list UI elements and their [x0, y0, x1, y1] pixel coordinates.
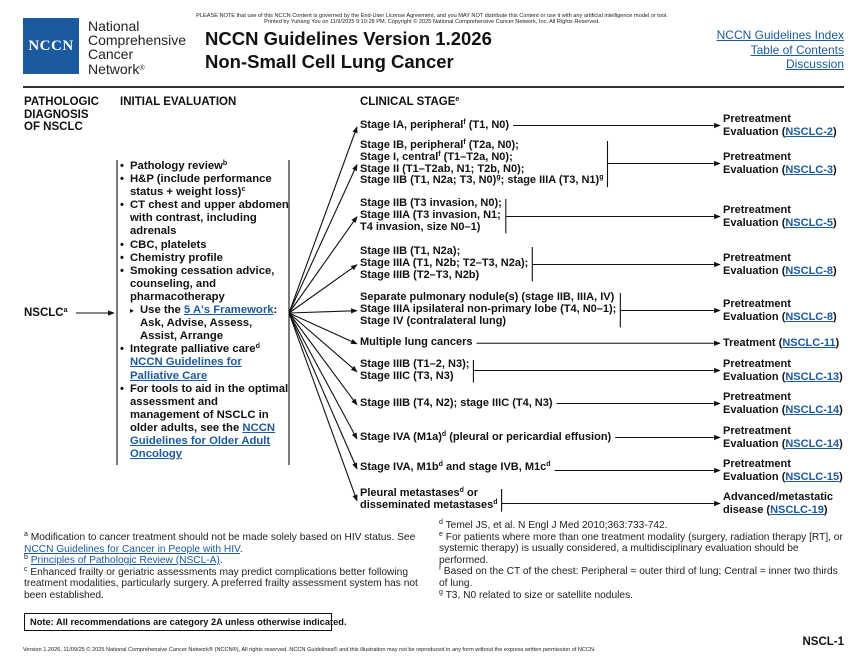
- outcome-link[interactable]: NSCLC-15: [785, 470, 840, 483]
- outcome-line: Pretreatment: [723, 391, 791, 403]
- stage-line: Stage IIIA (T3 invasion, N1;: [360, 208, 501, 221]
- stage-line: Stage IIIB (T1–2, N3);: [360, 358, 470, 370]
- trademark: ®: [139, 64, 145, 72]
- stage-line: Stage IIIA (T1, N2b; T2–T3, N2a);: [360, 256, 529, 269]
- stage-line: Stage IIB (T3 invasion, N0);: [360, 197, 502, 209]
- stage-line: Stage IIIB (T4, N2); stage IIIC (T4, N3): [360, 397, 553, 409]
- footnote-ref: d: [441, 431, 447, 438]
- clinical-stage-label: CLINICAL STAGE: [360, 96, 456, 108]
- guidelines-index-link[interactable]: NCCN Guidelines Index: [716, 28, 844, 42]
- table-of-contents-link[interactable]: Table of Contents: [750, 43, 844, 57]
- stage-line: Multiple lung cancers: [360, 336, 473, 348]
- fan-arrows: [289, 127, 357, 501]
- license-notice-line: PLEASE NOTE that use of this NCCN Content is governed by the End-User License Agreement, and you MAY NOT distribute this Content or use it with any artificial intelligence model or tool.: [196, 13, 668, 19]
- item-text: Integrate palliative care: [130, 343, 256, 356]
- stage-line: Stage IVA $(M1a)^d$ (pleural or pericardial effusion): [360, 431, 612, 443]
- fan-arrow: [289, 165, 357, 313]
- outcome-link[interactable]: NSCLC-13: [785, 370, 840, 383]
- stage-line: Separate pulmonary nodule(s) (stage IIB, IIIA, IV): [360, 291, 615, 303]
- item-text: : Ask, Advise, Assess, Assist, Arrange: [140, 304, 278, 343]
- page-subtitle: Non-Small Cell Lung Cancer: [205, 51, 454, 72]
- outcome-link[interactable]: NSCLC-8: [785, 264, 834, 277]
- outcome-line: Evaluation (NSCLC-8): [723, 310, 837, 323]
- category-note: Note: All recommendations are category 2A unless otherwise indicated.: [24, 613, 332, 631]
- hiv-guidelines-link[interactable]: NCCN Guidelines for Cancer in People with HIV: [24, 543, 240, 555]
- palliative-care-link[interactable]: NCCN Guidelines for Palliative Care: [130, 356, 242, 382]
- stage-outcome-arrows: [473, 126, 720, 512]
- outcome-line: Pretreatment: [723, 151, 791, 163]
- footnote-a: $^a$ Modification to cancer treatment should not be made solely based on HIV status. See NCCN Guidelines for Cancer in People with HIV.: [24, 531, 416, 555]
- footnote-text: Modification to cancer treatment should not be made solely based on HIV status. See: [30, 532, 416, 543]
- pathologic-review-link[interactable]: Principles of Pathologic Review (NSCL-A): [30, 555, 220, 567]
- outcome-link[interactable]: NSCLC-11: [782, 337, 836, 349]
- outcome-link[interactable]: NSCLC-2: [785, 125, 834, 138]
- footnote-ref: f: [463, 139, 466, 146]
- fan-arrow: [289, 217, 357, 313]
- stage-line: Stage IV (contralateral lung): [360, 314, 507, 327]
- footnote-ref: d: [255, 343, 260, 351]
- stage-line: T4 invasion, size N0–1): [360, 220, 481, 233]
- footnote-text: Temel JS, et al. N Engl J Med 2010;363:733-742.: [445, 520, 668, 531]
- fan-arrow: [289, 313, 357, 344]
- footnote-text: Based on the CT of the chest: Peripheral = outer third of lung; Central = inner two thirds of lung.: [439, 566, 838, 589]
- stage-line: Stage IVA, $M1b^d$ and stage IVB, $M1c^d$: [360, 461, 551, 473]
- nsclc-label-text: NSCLC: [24, 307, 64, 319]
- outcome-link[interactable]: NSCLC-5: [785, 216, 834, 229]
- stage-line: Stage IB, peripheral$^f$ (T2a, N0);: [360, 139, 519, 151]
- footnote-b: $^b$ Principles of Pathologic Review (NSCL-A).: [24, 554, 223, 567]
- item-text: Use the: [140, 304, 184, 317]
- outcome-line: Evaluation (NSCLC-13): [723, 370, 843, 383]
- outcome-link[interactable]: NSCLC-14: [785, 437, 840, 450]
- print-notice-line: Printed by Yuhang You on 11/9/2025 9:10:28 PM. Copyright © 2025 National Comprehensive Cancer Network, Inc. All Rights Reserved.: [264, 19, 600, 26]
- list-item: • Smoking cessation advice, counseling, and pharmacotherapy: [120, 265, 290, 304]
- footnote-ref: a: [63, 307, 68, 314]
- footnote-ref: e: [455, 96, 460, 103]
- footnotes-left: [24, 532, 434, 602]
- page-title: NCCN Guidelines Version 1.2026: [205, 28, 492, 49]
- fan-arrow: [289, 313, 357, 501]
- header-line: DIAGNOSIS: [24, 108, 89, 121]
- footnote-ref: g: [599, 174, 604, 182]
- outcome-link[interactable]: NSCLC-14: [785, 403, 840, 416]
- page-id: NSCL-1: [802, 636, 844, 648]
- outcome-line: Evaluation (NSCLC-14): [723, 403, 843, 416]
- initial-evaluation-header: INITIAL EVALUATION: [120, 96, 237, 108]
- footnote-ref: f: [438, 150, 441, 158]
- footnote-ref: d: [459, 487, 464, 494]
- outcome-line: Pretreatment: [723, 113, 791, 125]
- footnote-ref: d: [438, 461, 443, 468]
- logo-line: Network: [88, 60, 140, 77]
- footnote-text: .: [239, 543, 243, 555]
- footnote-ref: d: [546, 461, 551, 468]
- stage-line: Stage IIIC (T3, N3): [360, 369, 454, 382]
- stage-line: disseminated metastases$^d$: [360, 498, 498, 511]
- outcome-line: Evaluation (NSCLC-5): [723, 216, 837, 229]
- header-line: PATHOLOGIC: [24, 96, 99, 108]
- older-adult-oncology-link[interactable]: NCCN Guidelines for Older Adult Oncology: [130, 421, 276, 461]
- logo-line: Comprehensive: [88, 32, 187, 49]
- footnote-ref: g: [496, 174, 501, 182]
- stage-line: Stage II (T1–T2ab, N1; T2b, N0);: [360, 162, 525, 175]
- footnote-g: $^g$ T3, N0 related to size or satellite nodules.: [439, 588, 633, 601]
- outcome-line: Pretreatment: [723, 425, 791, 437]
- footnotes-right: [439, 520, 844, 601]
- item-text: Pathology review: [130, 160, 223, 172]
- footnote-ref: d: [493, 498, 498, 506]
- footnote-d: $^d$ Temel JS, et al. N Engl J Med 2010;363:733-742.: [439, 519, 668, 531]
- logo-mark: NCCN: [28, 37, 74, 54]
- outcome-line: Pretreatment: [723, 298, 791, 310]
- outcome-line: Pretreatment: [723, 358, 791, 370]
- list-item: • CT chest and upper abdomen with contrast, including adrenals: [120, 199, 290, 238]
- footnote-ref: f: [463, 119, 466, 126]
- outcome-line: Evaluation (NSCLC-15): [723, 470, 843, 483]
- fan-arrow: [289, 127, 357, 313]
- stage-line: Stage IIB (T1, N2a; T3, N0)$^g$; stage IIIA (T3, N1)$^g$: [360, 174, 604, 187]
- footnote-ref: c: [241, 186, 246, 194]
- footnote-e: $^e$ For patients where more than one treatment modality (surgery, radiation therapy [RT], or systemic therapy) is usually considered, a multidisciplinary evaluation should be performed.: [439, 530, 843, 566]
- stage-line: Stage IIIA ipsilateral non-primary lobe (T4, N0–1);: [360, 302, 617, 315]
- stage-line: Stage IIIB (T2–T3, N2b): [360, 268, 480, 281]
- footnote-text: For patients where more than one treatment modality (surgery, radiation therapy [RT], or systemic therapy) is usually considered, a multidisciplinary evaluation should be performed.: [439, 531, 843, 566]
- discussion-link[interactable]: Discussion: [785, 57, 844, 71]
- footnote-text: Enhanced frailty or geriatric assessments may predict complications better following treatment modalities, particularly surgery. A preferred frailty assessment system has not been established.: [24, 566, 418, 601]
- list-item: • CBC, platelets: [120, 239, 290, 252]
- outcome-line: Pretreatment: [723, 252, 791, 264]
- footnote-ref: b: [222, 160, 228, 167]
- list-item: • Chemistry profile: [120, 252, 290, 265]
- fan-arrow: [289, 265, 357, 313]
- footnote-text: T3, N0 related to size or satellite nodules.: [445, 589, 633, 601]
- item-text: H&P (include performance status + weight loss): [130, 173, 272, 199]
- outcome-line: Evaluation (NSCLC-3): [723, 163, 837, 176]
- footnote-text: .: [219, 555, 223, 567]
- five-as-framework-link[interactable]: 5 A's Framework: [183, 304, 274, 317]
- outcome-line: Treatment (NSCLC-11): [723, 337, 840, 349]
- outcome-line: Pretreatment: [723, 458, 791, 470]
- outcome-line: Evaluation (NSCLC-2): [723, 125, 837, 138]
- logo-line: Cancer: [88, 46, 134, 63]
- stage-line: Stage IIB (T1, N2a);: [360, 245, 461, 257]
- copyright-footer: Version 1.2026, 11/09/25 © 2025 National Comprehensive Cancer Network® (NCCN®), All rights reserved. NCCN Guidelines® and this illustration may not be reproduced in any form without the express written permission of NCCN.: [23, 647, 596, 653]
- stage-line: Stage IA, peripheral$^f$ (T1, N0): [360, 119, 510, 131]
- outcome-link[interactable]: NSCLC-8: [785, 310, 834, 323]
- fan-arrow: [289, 313, 357, 439]
- outcome-line: Evaluation (NSCLC-14): [723, 437, 843, 450]
- outcome-line: disease (NSCLC-19): [723, 503, 828, 516]
- outcome-line: Advanced/metastatic: [723, 491, 834, 503]
- item-text: For tools to aid in the optimal assessment and management of NSCLC in older adults, see the: [130, 382, 289, 434]
- outcome-line: Pretreatment: [723, 204, 791, 216]
- header-line: OF NSCLC: [24, 121, 83, 133]
- footnote-c: $^c$ Enhanced frailty or geriatric assessments may predict complications better following treatment modalities, particularly surgery. A preferred frailty assessment system has not been established.: [24, 565, 418, 601]
- stage-line: Pleural metastases$^d$ or: [360, 487, 479, 499]
- fan-arrow: [289, 311, 357, 313]
- footnote-f: $^f$ Based on the CT of the chest: Peripheral = outer third of lung; Central = inner two thirds of lung.: [439, 565, 838, 589]
- outcome-link[interactable]: NSCLC-19: [770, 503, 824, 516]
- logo-line: National: [88, 18, 140, 34]
- outcome-line: Evaluation (NSCLC-8): [723, 264, 837, 277]
- stage-line: Stage I, central$^f$ (T1–T2a, N0);: [360, 150, 513, 163]
- outcome-link[interactable]: NSCLC-3: [785, 163, 834, 176]
